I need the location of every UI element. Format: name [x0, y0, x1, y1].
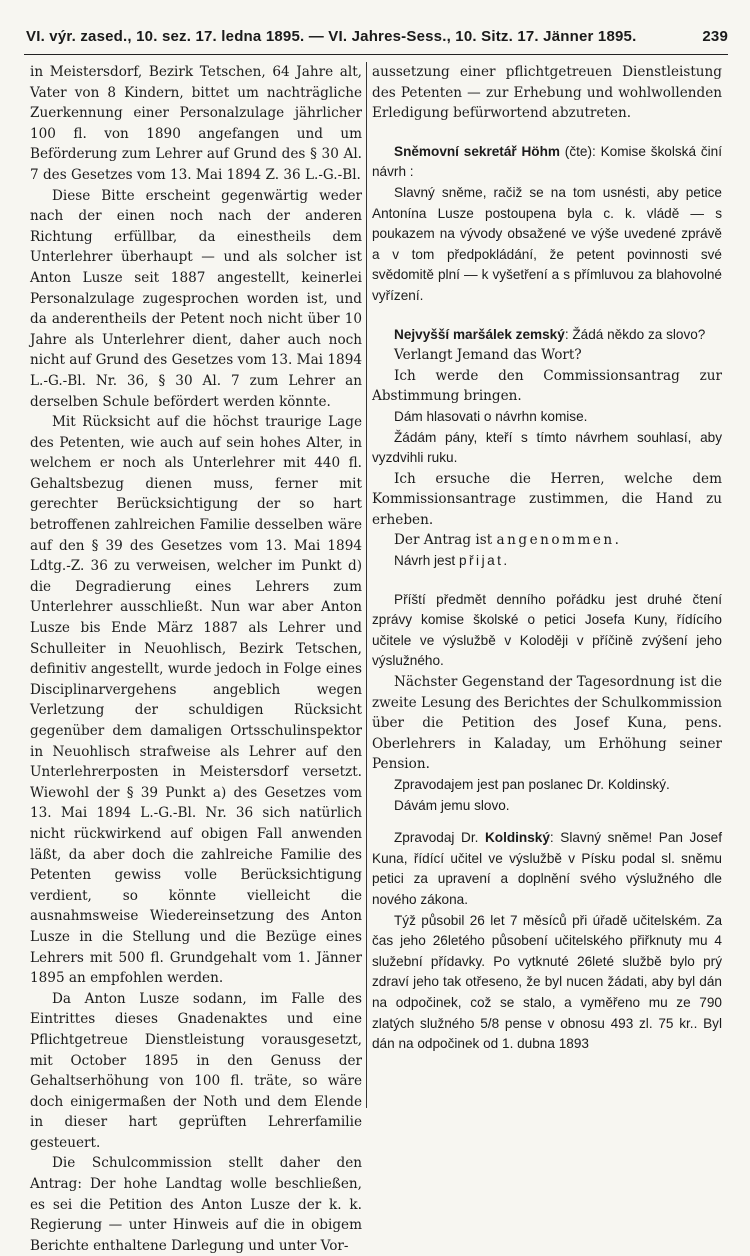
speech-text: : Žádá někdo za slovo?: [564, 326, 706, 342]
spacer: [372, 124, 722, 142]
page-number: 239: [702, 28, 728, 45]
speech-intro: (čte): Komise školská činí návrh :: [372, 143, 722, 180]
speaker-name: Koldinský: [484, 830, 550, 846]
vote-result-cs: [372, 551, 722, 572]
speech-rapporteur: [372, 828, 722, 910]
spacer: [372, 307, 722, 325]
result-emphasis: angenommen.: [496, 532, 622, 549]
paragraph: Žádám pány, kteří s tímto návrhem souhlasí, aby vyzdvihli ruku.: [372, 429, 722, 466]
paragraph: Příští předmět denního pořádku jest druhé čtení zprávy komise školské o petici Josefa Kuny, řídícího učitele ve výslužbě v Koloději v příčině zvýšení jeho výslužného.: [372, 591, 722, 669]
paragraph: Zpravodajem jest pan poslanec Dr. Koldinský.: [394, 777, 670, 792]
left-column: [30, 62, 362, 1256]
paragraph: Týž působil 26 let 7 měsíců při úřadě učitelském. Za čas jeho 26letého působení učitelského přiřknuty mu 4 služební přídavky. Po vytknuté 26leté službě bylo prý zdraví jeho tak otřeseno, že byl nucen žádati, aby byl dán na odpočinek, což se stalo, a vyměřeno mu ze 790 zlatých služného 5/8 pense v obnosu 493 zl. 75 kr.. Byl dán na odpočinek od 1. dubna 1893: [372, 912, 722, 1052]
paragraph: Da Anton Lusze sodann, im Falle des Eintrittes dieses Gnadenaktes und eine Pflichtgetreue Dienstleistung vorausgesetzt, mit October 1895 in den Genuss der Gehaltserhöhung von 100 fl. träte, so wäre doch einigermaßen der Noth und dem Elende in dieser hart geprüften Lehrerfamilie gesteuert.: [30, 990, 362, 1151]
paragraph: Dávám jemu slovo.: [394, 797, 510, 813]
header-rule: [24, 54, 728, 55]
paragraph: aussetzung einer pflichtgetreuen Dienstleistung des Petenten — zur Erhebung und wohlwollenden Erledigung befürwortend abzutreten.: [372, 64, 722, 122]
speech-text: : Slavný sněme! Pan Josef Kuna, řídící učitel ve výslužbě v Písku podal sl. sněmu petici za upravení a doplnění svého výslužného dle nového zákona.: [372, 830, 722, 907]
result-text: Návrh jest: [394, 553, 459, 569]
paragraph: Nächster Gegenstand der Tagesordnung ist die zweite Lesung des Berichtes der Schulkommission über die Petition des Josef Kuna, pens. Oberlehrers in Kaladay, um Erhöhung seiner Pension.: [372, 674, 722, 773]
result-emphasis: přijat.: [458, 553, 510, 569]
result-text: Der Antrag ist: [394, 532, 497, 549]
paragraph: Mit Rücksicht auf die höchst traurige Lage des Petenten, wie auch auf sein hohes Alter, in welchem er noch als Unterlehrer mit 440 fl. Gehaltsbezug dienen muss, ferner mit gerechter Berücksichtigung der so hart betroffenen zahlreichen Familie desselben wäre auf den § 39 des Gesetzes vom 13. Mai 1894 Ldtg.-Z. 36 zu verweisen, welcher im Punkt d) die Degradierung eines Lehrers zum Unterlehrer ausschließt. Nun war aber Anton Lusze bis Ende März 1887 als Lehrer und Schulleiter in Neuohlisch, Bezirk Tetschen, definitiv angestellt, wurde jedoch in Folge eines Disciplinarvergehens angeblich wegen Verletzung der schuldigen Rücksicht gegenüber dem damaligen Ortsschulinspektor in Neuohlisch strafweise als Lehrer auf den Unterlehrerposten in Meistersdorf versetzt. Wiewohl der § 39 Punkt a) des Gesetzes vom 13. Mai 1894 L.-G.-Bl. Nr. 36 sich natürlich nicht rückwirkend auf obigen Fall anwenden läßt, da aber doch die zahlreiche Familie des Petenten gewiss volle Berücksichtigung verdient, so könnte vielleicht die ausnahmsweise Wiedereinsetzung des Anton Lusze in die Stellung und die Bezüge eines Lehrers mit 500 fl. Grundgehalt vom 1. Jänner 1895 an empfohlen werden.: [30, 414, 362, 987]
paragraph: in Meistersdorf, Bezirk Tetschen, 64 Jahre alt, Vater von 8 Kindern, bittet um nachträgliche Zuerkennung einer Personalzulage jährlicher 100 fl. von 1890 angefangen und um Beförderung zum Lehrer auf Grund des § 30 Al. 7 des Gesetzes vom 13. Mai 1894 Z. 36 L.-G.-Bl.: [30, 64, 362, 183]
column-divider: [366, 62, 367, 1108]
speaker-name: Sněmovní sekretář Höhm: [394, 143, 560, 159]
speech-marshal: [372, 325, 722, 346]
paragraph: Die Schulcommission stellt daher den Antrag: Der hohe Landtag wolle beschließen, es sei die Petition des Anton Lusze der k. k. Regierung — unter Hinweis auf die in obigem Berichte enthaltene Darlegung und unter Vor-: [30, 1155, 362, 1254]
paragraph: Slavný sněme, račiž se na tom usnésti, aby petice Antonína Lusze postoupena byla c. k. vládě — s poukazem na vývody obsažené ve výše uvedené zprávě a v tom předpokládání, že petent povinnosti své svědomitě plní — k vyšetření a s přímluvou za blahovolné vyřízení.: [372, 184, 722, 303]
running-header: [26, 28, 728, 52]
paragraph: Verlangt Jemand das Wort?: [394, 347, 582, 364]
spacer: [372, 816, 722, 828]
right-column: [372, 62, 722, 1055]
paragraph: Dám hlasovati o návrhn komise.: [394, 408, 588, 424]
paragraph: Ich ersuche die Herren, welche dem Kommissionsantrage zustimmen, die Hand zu erheben.: [372, 470, 722, 528]
spacer: [372, 572, 722, 590]
paragraph: Ich werde den Commissionsantrag zur Abstimmung bringen.: [372, 367, 722, 405]
paragraph: Diese Bitte erscheint gegenwärtig weder nach der einen noch nach der anderen Richtung erfüllbar, da einestheils dem Unterlehrer überhaupt — und als solcher ist Anton Lusze seit 1887 angestellt, keinerlei Personalzulage zugesprochen worden ist, und da anderentheils der Petent noch nicht über 10 Jahre als Unterlehrer dient, daher auch noch nicht auf Grund des Gesetzes vom 13. Mai 1894 L.-G.-Bl. Nr. 36, § 30 Al. 7 zum Lehrer an derselben Schule befördert werden könnte.: [30, 187, 362, 410]
speaker-prefix: Zpravodaj Dr.: [394, 830, 485, 846]
speaker-name: Nejvyšší maršálek zemský: [394, 326, 565, 342]
speech-secretary: [372, 142, 722, 183]
header-title: VI. výr. zased., 10. sez. 17. ledna 1895. — VI. Jahres-Sess., 10. Sitz. 17. Jänner 1895.: [26, 28, 637, 45]
vote-result-de: [372, 530, 722, 551]
